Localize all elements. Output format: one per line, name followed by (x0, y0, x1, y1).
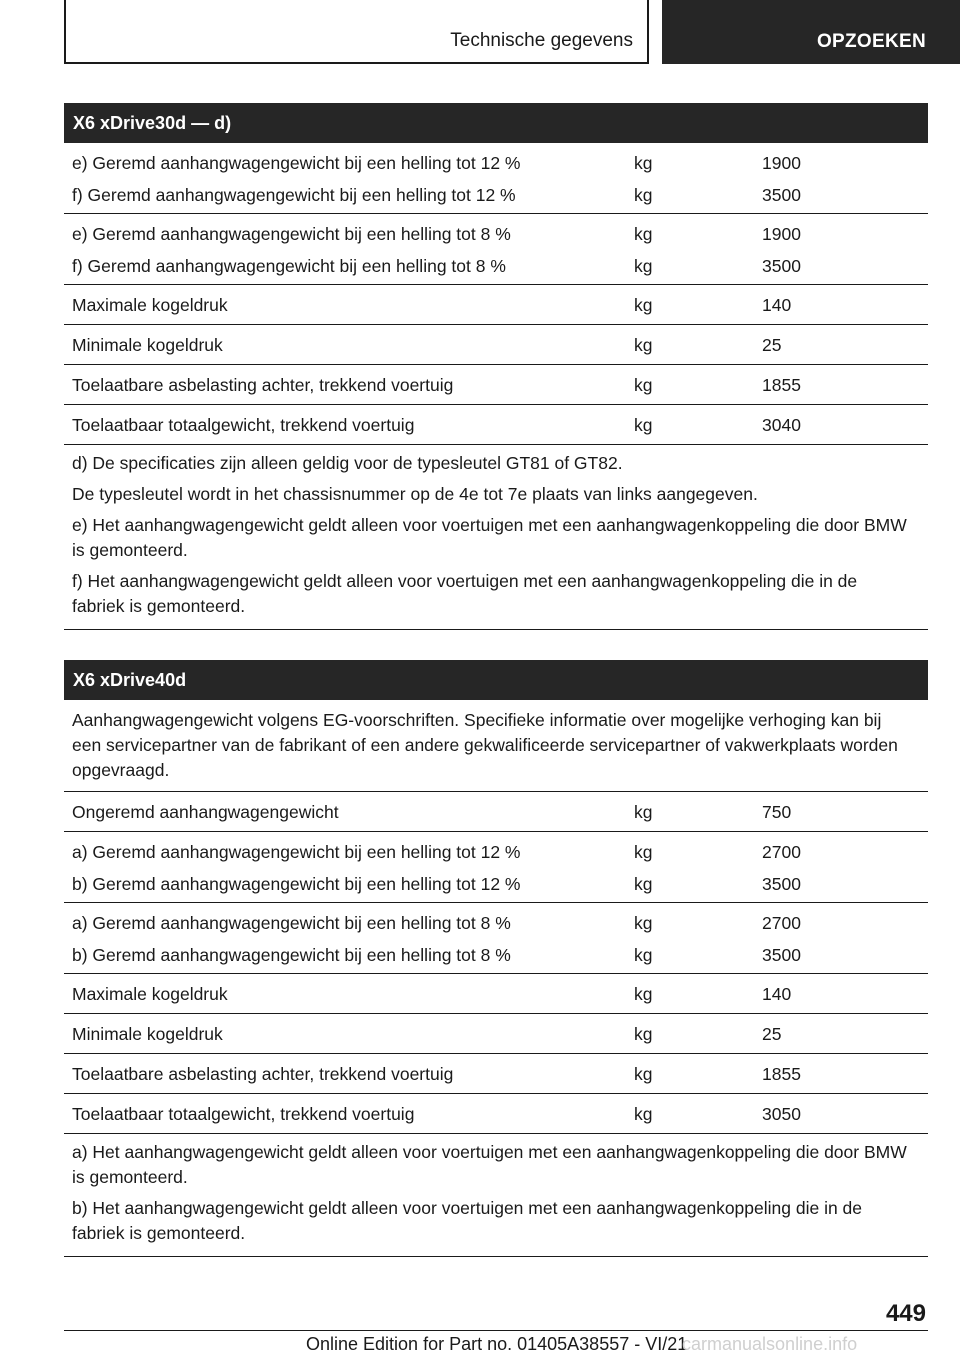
row-value: 3500 (762, 945, 801, 965)
row-unit: kg (634, 913, 653, 933)
row-value: 140 (762, 295, 792, 315)
row-label: Minimale kogeldruk (72, 1024, 223, 1044)
table-row (64, 325, 928, 365)
footnote: e) Het aanhangwagengewicht geldt alleen voor voertuigen met een aanhangwagenkoppeling die door BMW is gemonteerd. (72, 515, 907, 560)
row-label: f) Geremd aanhangwagengewicht bij een helling tot 12 % (72, 185, 516, 205)
table-row (64, 903, 928, 974)
table-row (64, 365, 928, 405)
row-line (64, 218, 928, 250)
row-line (64, 147, 928, 179)
table-row (64, 1014, 928, 1054)
spec-table-x6-xdrive30d (64, 103, 928, 630)
footnote: b) Het aanhangwagengewicht geldt alleen voor voertuigen met een aanhangwagenkoppeling die in de fabriek is gemonteerd. (72, 1198, 863, 1243)
row-value: 2700 (762, 913, 801, 933)
row-unit: kg (634, 874, 653, 894)
table-row (64, 214, 928, 285)
row-line (64, 907, 928, 939)
table-row (64, 143, 928, 214)
row-unit: kg (634, 295, 653, 315)
row-value: 140 (762, 984, 792, 1004)
footnote: d) De specificaties zijn alleen geldig voor de typesleutel GT81 of GT82. (72, 453, 623, 473)
table-row (64, 1054, 928, 1094)
tab-label: OPZOEKEN (816, 31, 926, 52)
row-label: Toelaatbare asbelasting achter, trekkend voertuig (72, 375, 454, 395)
row-unit: kg (634, 1104, 653, 1124)
row-value: 3500 (762, 256, 801, 276)
footer-divider (64, 1330, 928, 1331)
chapter-title: Technische gegevens (450, 30, 633, 51)
row-label: b) Geremd aanhangwagengewicht bij een helling tot 8 % (72, 945, 511, 965)
row-line (64, 1094, 928, 1134)
table-body (64, 792, 928, 1134)
spec-table-x6-xdrive40d (64, 660, 928, 1257)
row-line (64, 939, 928, 971)
row-value: 25 (762, 335, 782, 355)
row-unit: kg (634, 185, 653, 205)
row-line (64, 325, 928, 365)
row-label: Toelaatbare asbelasting achter, trekkend voertuig (72, 1064, 454, 1084)
row-line (64, 405, 928, 445)
header-frame (64, 0, 649, 64)
row-label: e) Geremd aanhangwagengewicht bij een helling tot 8 % (72, 224, 511, 244)
row-unit: kg (634, 415, 653, 435)
row-value: 1855 (762, 375, 801, 395)
row-line (64, 836, 928, 868)
row-label: f) Geremd aanhangwagengewicht bij een helling tot 8 % (72, 256, 506, 276)
footnotes (64, 1134, 928, 1257)
row-value: 3500 (762, 185, 801, 205)
edition-text: Online Edition for Part no. 01405A38557 - VI/21 (306, 1334, 688, 1354)
row-unit: kg (634, 1064, 653, 1084)
row-line (64, 365, 928, 405)
row-unit: kg (634, 802, 653, 822)
row-label: b) Geremd aanhangwagengewicht bij een helling tot 12 % (72, 874, 521, 894)
row-label: Toelaatbaar totaalgewicht, trekkend voertuig (72, 415, 415, 435)
table-row (64, 1094, 928, 1134)
table-row (64, 792, 928, 832)
row-value: 3050 (762, 1104, 801, 1124)
table-row (64, 285, 928, 325)
row-value: 3500 (762, 874, 801, 894)
row-line (64, 179, 928, 211)
row-line (64, 1054, 928, 1094)
row-line (64, 974, 928, 1014)
row-label: a) Geremd aanhangwagengewicht bij een helling tot 8 % (72, 913, 511, 933)
row-label: Ongeremd aanhangwagengewicht (72, 802, 339, 822)
row-value: 1900 (762, 153, 801, 173)
row-label: Maximale kogeldruk (72, 295, 228, 315)
table-heading: X6 xDrive30d — d) (64, 103, 928, 143)
row-label: Minimale kogeldruk (72, 335, 223, 355)
row-value: 25 (762, 1024, 782, 1044)
row-value: 2700 (762, 842, 801, 862)
row-label: Maximale kogeldruk (72, 984, 228, 1004)
row-value: 750 (762, 802, 792, 822)
row-line (64, 792, 928, 832)
intro-text: Aanhangwagengewicht volgens EG-voorschriften. Specifieke informatie over mogelijke verhoging kan bij een servicepartner van de fabrikant of een andere gekwalificeerde servicepartner of vakwerkplaats worden opgevraagd. (64, 700, 928, 792)
page-number: 449 (885, 1300, 926, 1327)
row-unit: kg (634, 984, 653, 1004)
row-unit: kg (634, 842, 653, 862)
footnotes (64, 445, 928, 630)
footnote: a) Het aanhangwagengewicht geldt alleen voor voertuigen met een aanhangwagenkoppeling die door BMW is gemonteerd. (72, 1142, 907, 1187)
row-line (64, 250, 928, 282)
row-unit: kg (634, 256, 653, 276)
row-value: 1855 (762, 1064, 801, 1084)
row-unit: kg (634, 1024, 653, 1044)
footnote: f) Het aanhangwagengewicht geldt alleen voor voertuigen met een aanhangwagenkoppeling die in de fabriek is gemonteerd. (72, 571, 858, 616)
row-unit: kg (634, 375, 653, 395)
table-heading: X6 xDrive40d (64, 660, 928, 700)
tab-opzoeken[interactable] (662, 0, 960, 64)
table-body (64, 143, 928, 445)
row-unit: kg (634, 335, 653, 355)
row-value: 1900 (762, 224, 801, 244)
row-line (64, 868, 928, 900)
row-label: a) Geremd aanhangwagengewicht bij een helling tot 12 % (72, 842, 521, 862)
row-line (64, 285, 928, 325)
row-unit: kg (634, 153, 653, 173)
row-line (64, 1014, 928, 1054)
page-header (0, 0, 960, 66)
row-unit: kg (634, 224, 653, 244)
row-label: Toelaatbaar totaalgewicht, trekkend voertuig (72, 1104, 415, 1124)
row-unit: kg (634, 945, 653, 965)
table-row (64, 405, 928, 445)
footnote: De typesleutel wordt in het chassisnummer op de 4e tot 7e plaats van links aangegeven. (72, 484, 758, 504)
watermark: carmanualsonline.info (682, 1334, 858, 1354)
row-value: 3040 (762, 415, 801, 435)
table-row (64, 832, 928, 903)
table-row (64, 974, 928, 1014)
row-label: e) Geremd aanhangwagengewicht bij een helling tot 12 % (72, 153, 521, 173)
